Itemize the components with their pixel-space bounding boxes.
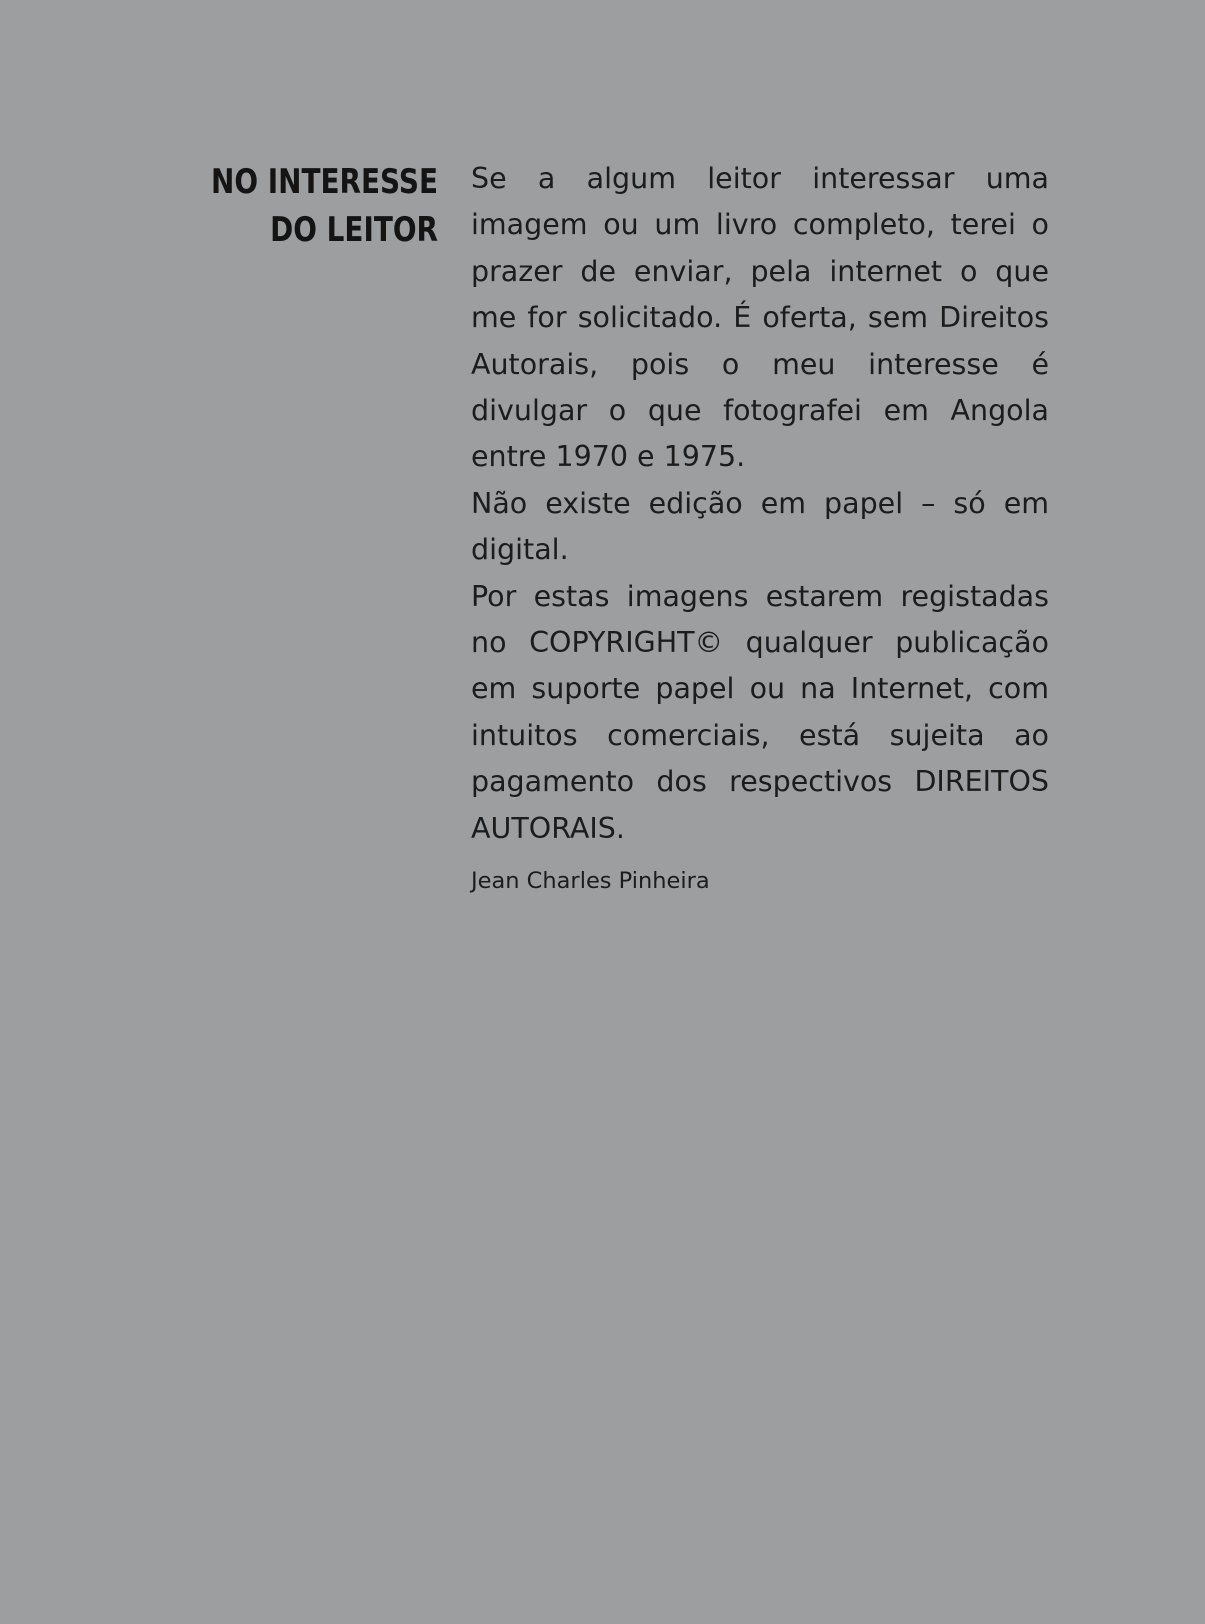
- notice-paragraph-offer: Se a algum leitor interessar uma imagem ou um livro completo, terei o prazer de enviar, pela internet o que me for solicitado. É oferta, sem Direitos Autorais, pois o meu interesse é divulgar o que fotografei em Angola entre 1970 e 1975.: [471, 162, 1049, 474]
- section-heading-line-2: DO LEITOR: [270, 210, 438, 250]
- notice-body: [471, 156, 1049, 852]
- author-signature: Jean Charles Pinheira: [471, 868, 710, 894]
- notice-paragraph-copyright: Por estas imagens estarem registadas no COPYRIGHT© qualquer publicação em suporte papel ou na Internet, com intuitos comerciais, está sujeita ao pagamento dos respectivos DIREITOS AUTORAIS.: [471, 579, 1049, 845]
- notice-paragraph-digital-only: Não existe edição em papel – só em digital.: [471, 486, 1049, 567]
- section-heading-line-1: NO INTERESSE: [211, 162, 438, 202]
- section-heading: [202, 158, 438, 254]
